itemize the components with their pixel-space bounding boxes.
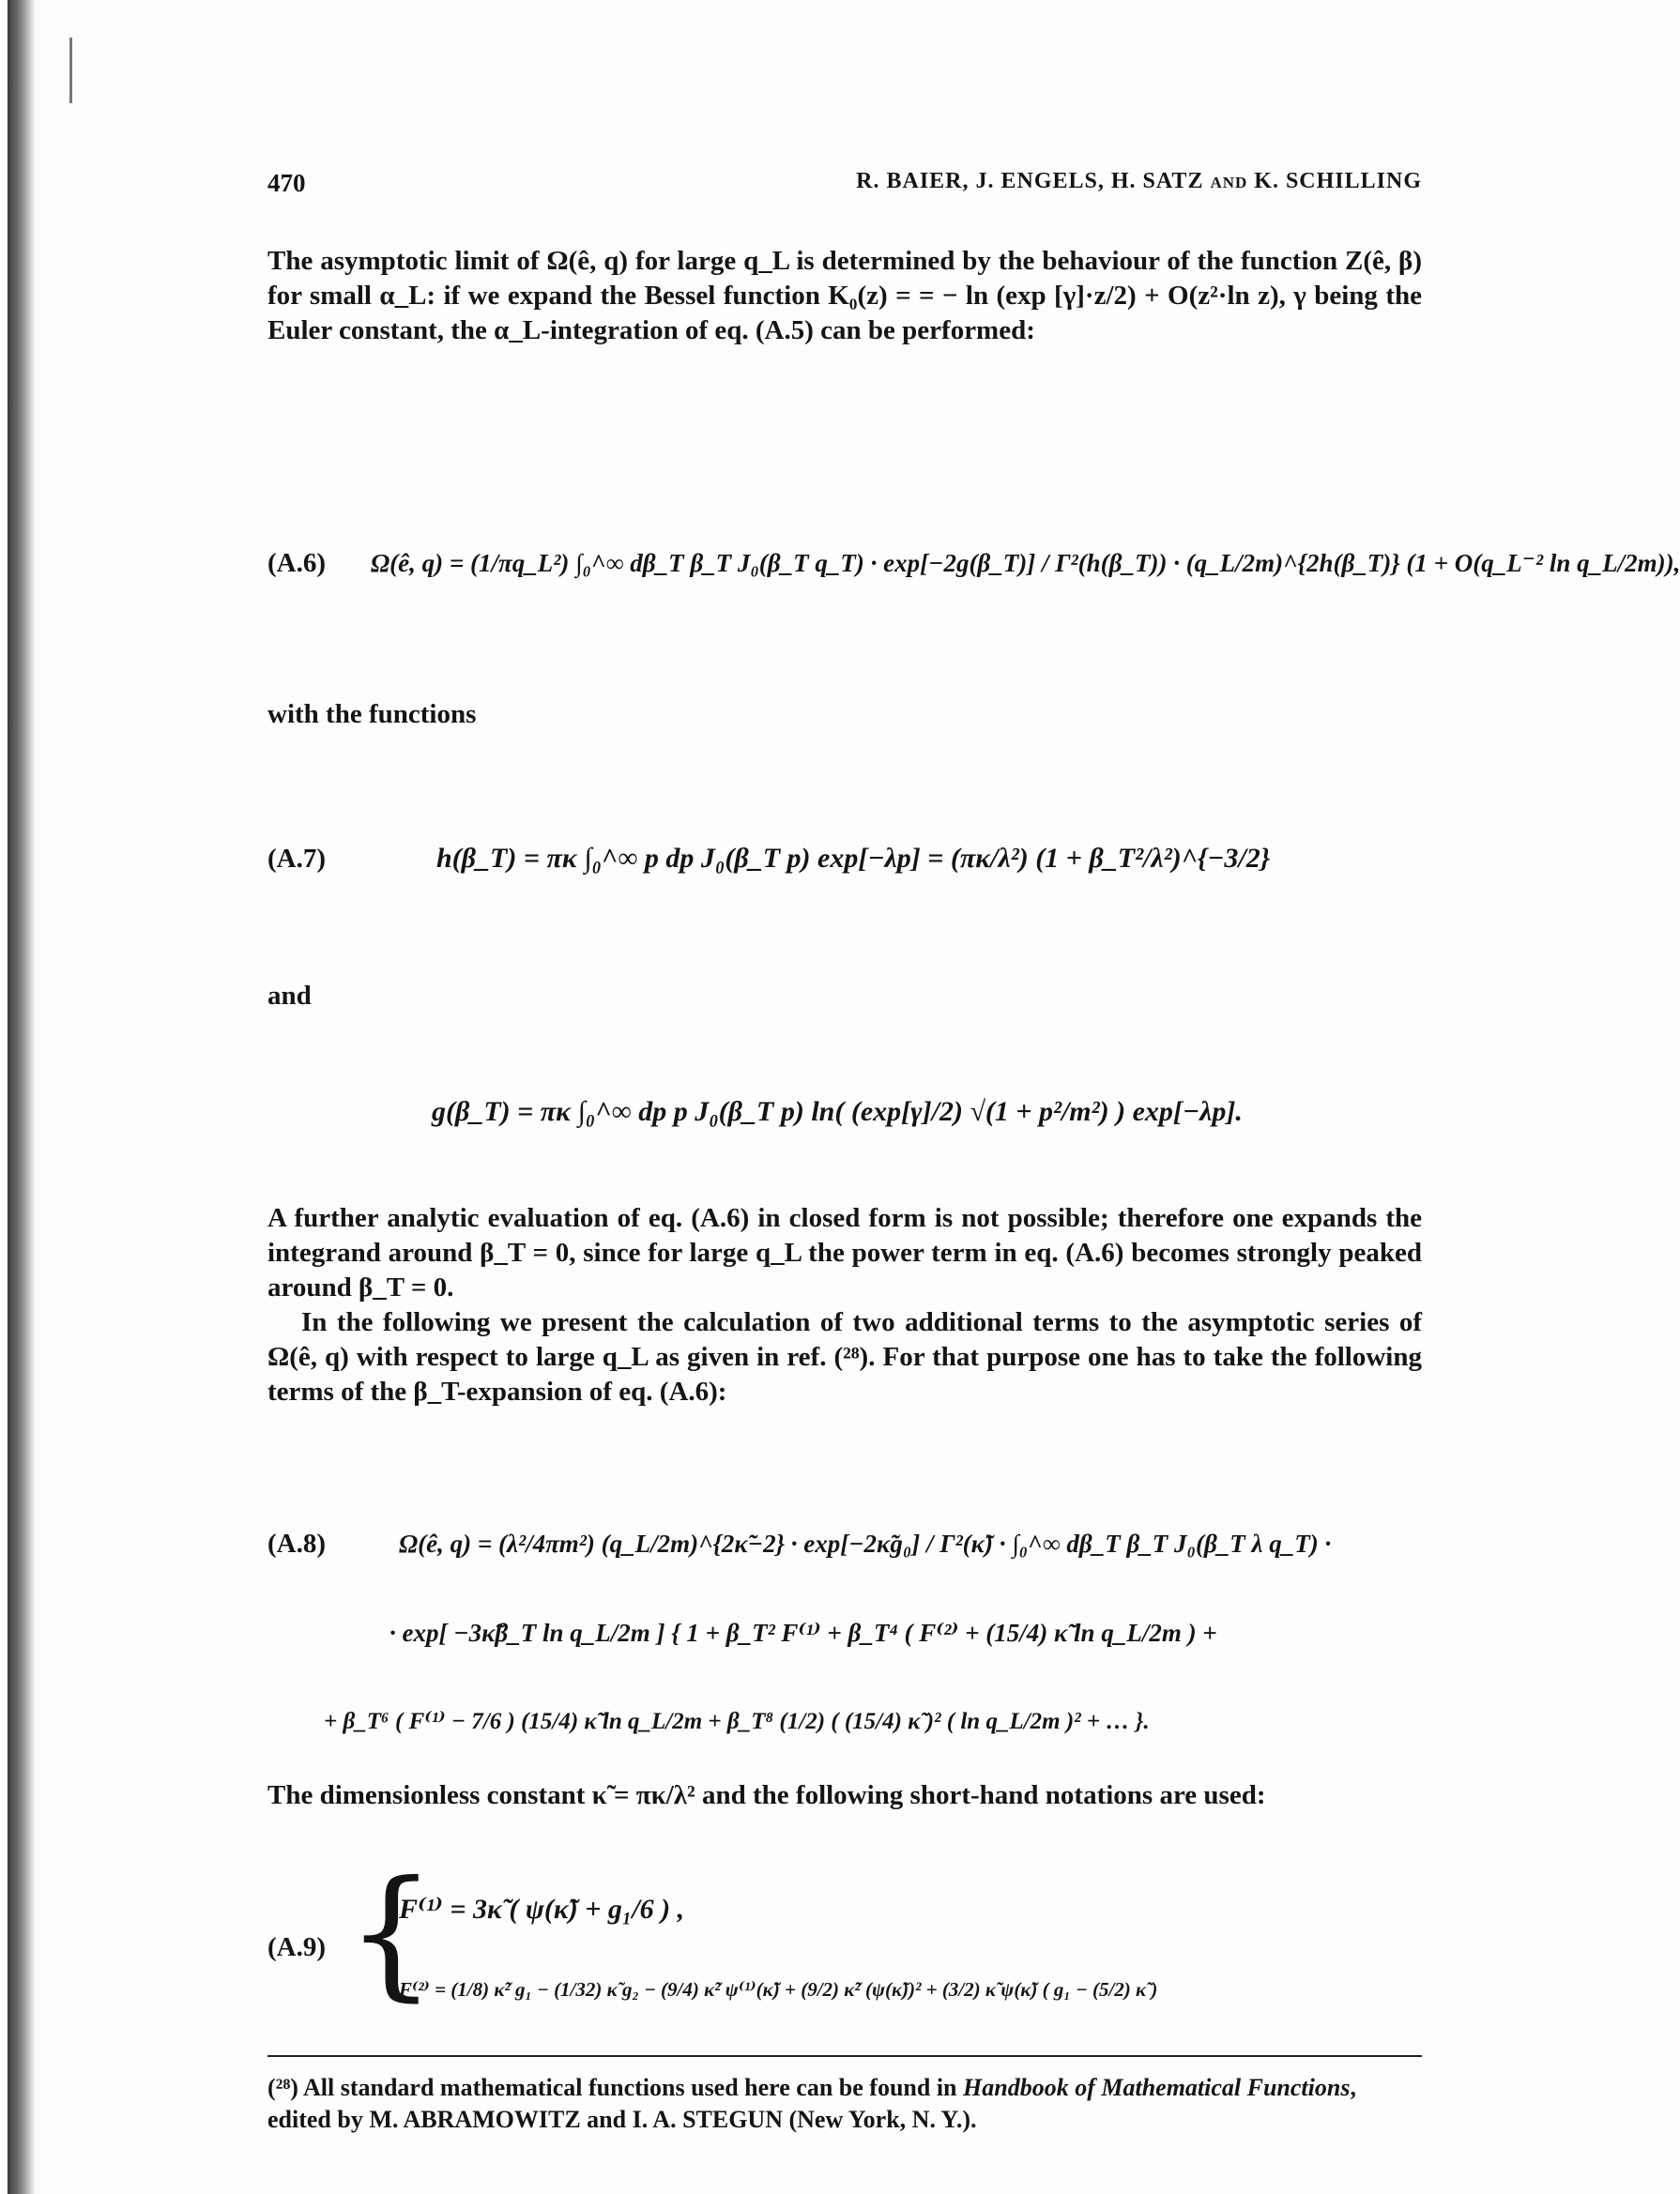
page-number: 470: [267, 169, 306, 197]
scan-binding-edge: [8, 0, 36, 2194]
equation-line-3: + β_T⁶ ( F⁽¹⁾ − 7/6 ) (15/4) κ̃ ln q_L/2m + β_T⁸ (1/2) ( (15/4) κ̃ )² ( ln q_L/2m )² + … }.: [324, 1709, 1150, 1734]
equation-body: h(β_T) = πκ ∫₀^∞ p dp J₀(β_T p) exp[−λp] = (πκ/λ²) (1 + β_T²/λ²)^{−3/2}: [436, 843, 1271, 874]
equation-label: (A.6): [267, 548, 327, 578]
equation-line-2: · exp[ −3κ̃β_T ln q_L/2m ] { 1 + β_T² F⁽¹⁾ + β_T⁴ ( F⁽²⁾ + (15/4) κ̃ ln q_L/2m ) +: [389, 1619, 1217, 1647]
equation-line-1: Ω(ê, q) = (λ²/4πm²) (q_L/2m)^{2κ̃−2} · exp[−2κ̃g₀] / Γ²(κ̃) · ∫₀^∞ dβ_T β_T J₀(β_T λ q_T) ·: [399, 1530, 1332, 1558]
paragraph-additional-terms: In the following we present the calculation of two additional terms to the asymptotic series of Ω(ê, q) with respect to large q_L as given in ref. (²⁸). For that purpose one has to take the following terms of the β_T-expansion of eq. (A.6):: [267, 1307, 1422, 1407]
paragraph-dimensionless-constant: The dimensionless constant κ̃ = πκ/λ² and the following short-hand notations are used:: [267, 1780, 1266, 1810]
equation-body: g(β_T) = πκ ∫₀^∞ dp p J₀(β_T p) ln( (exp[γ]/2) √(1 + p²/m²) ) exp[−λp].: [432, 1096, 1243, 1127]
paragraph-further-evaluation: A further analytic evaluation of eq. (A.6) in closed form is not possible; therefore one expands the integrand around β_T = 0, since for large q_L the power term in eq. (A.6) becomes strongly peaked around β_T = 0.: [267, 1203, 1422, 1303]
equation-a7: [267, 788, 1422, 901]
running-header: [267, 169, 1422, 206]
left-brace: {: [346, 1851, 436, 2015]
footnote-book-title: Handbook of Mathematical Functions: [963, 2074, 1351, 2101]
equation-line-1: F⁽¹⁾ = 3κ̃ ( ψ(κ̃) + g₁/6 ) ,: [399, 1894, 685, 1925]
paragraph-asymptotic-limit: The asymptotic limit of Ω(ê, q) for large q_L is determined by the behaviour of the function Z(ê, β) for small α_L: if we expand the Bessel function K₀(z) = = − ln (exp [γ]·z/2) + O(z²·ln z), γ being the Euler constant, the α_L-integration of eq. (A.5) can be performed:: [267, 246, 1422, 345]
scan-mark: [69, 38, 72, 103]
equation-label: (A.7): [267, 844, 327, 874]
equation-g-definition: [267, 1042, 1422, 1154]
equation-label: (A.9): [267, 1932, 327, 1962]
footnote-text-after: , edited by M. ABRAMOWITZ and I. A. STEGUN (New York, N. Y.).: [267, 2074, 1356, 2133]
footnote-mark: (²⁸): [267, 2074, 298, 2101]
equation-a9: [267, 1851, 1422, 2022]
equation-body: Ω(ê, q) = (1/πq_L²) ∫₀^∞ dβ_T β_T J₀(β_T q_T) · exp[−2g(β_T)] / Γ²(h(β_T)) · (q_L/2m)^{2h(β_T)} (1 + O(q_L⁻² ln q_L/2m)),: [371, 549, 1680, 577]
equation-a8: [267, 1483, 1422, 1755]
paragraph-and: and: [267, 981, 312, 1011]
footnote: [267, 2072, 1422, 2136]
paragraph-with-functions: with the functions: [267, 699, 477, 729]
footnote-rule: [267, 2055, 1422, 2057]
running-authors: R. BAIER, J. ENGELS, H. SATZ and K. SCHILLING: [856, 169, 1422, 193]
page: [267, 169, 1680, 2158]
equation-label: (A.8): [267, 1529, 327, 1559]
footnote-text: All standard mathematical functions used here can be found in: [302, 2074, 964, 2101]
equation-a6: [267, 507, 1680, 619]
equation-line-2: F⁽²⁾ = (1/8) κ̃² g₁ − (1/32) κ̃ g₂ − (9/4) κ̃² ψ⁽¹⁾(κ̃) + (9/2) κ̃² (ψ(κ̃))² + (3/2) κ̃ ψ(κ̃) ( g₁ − (5/2) κ̃ ): [399, 1978, 1158, 2001]
